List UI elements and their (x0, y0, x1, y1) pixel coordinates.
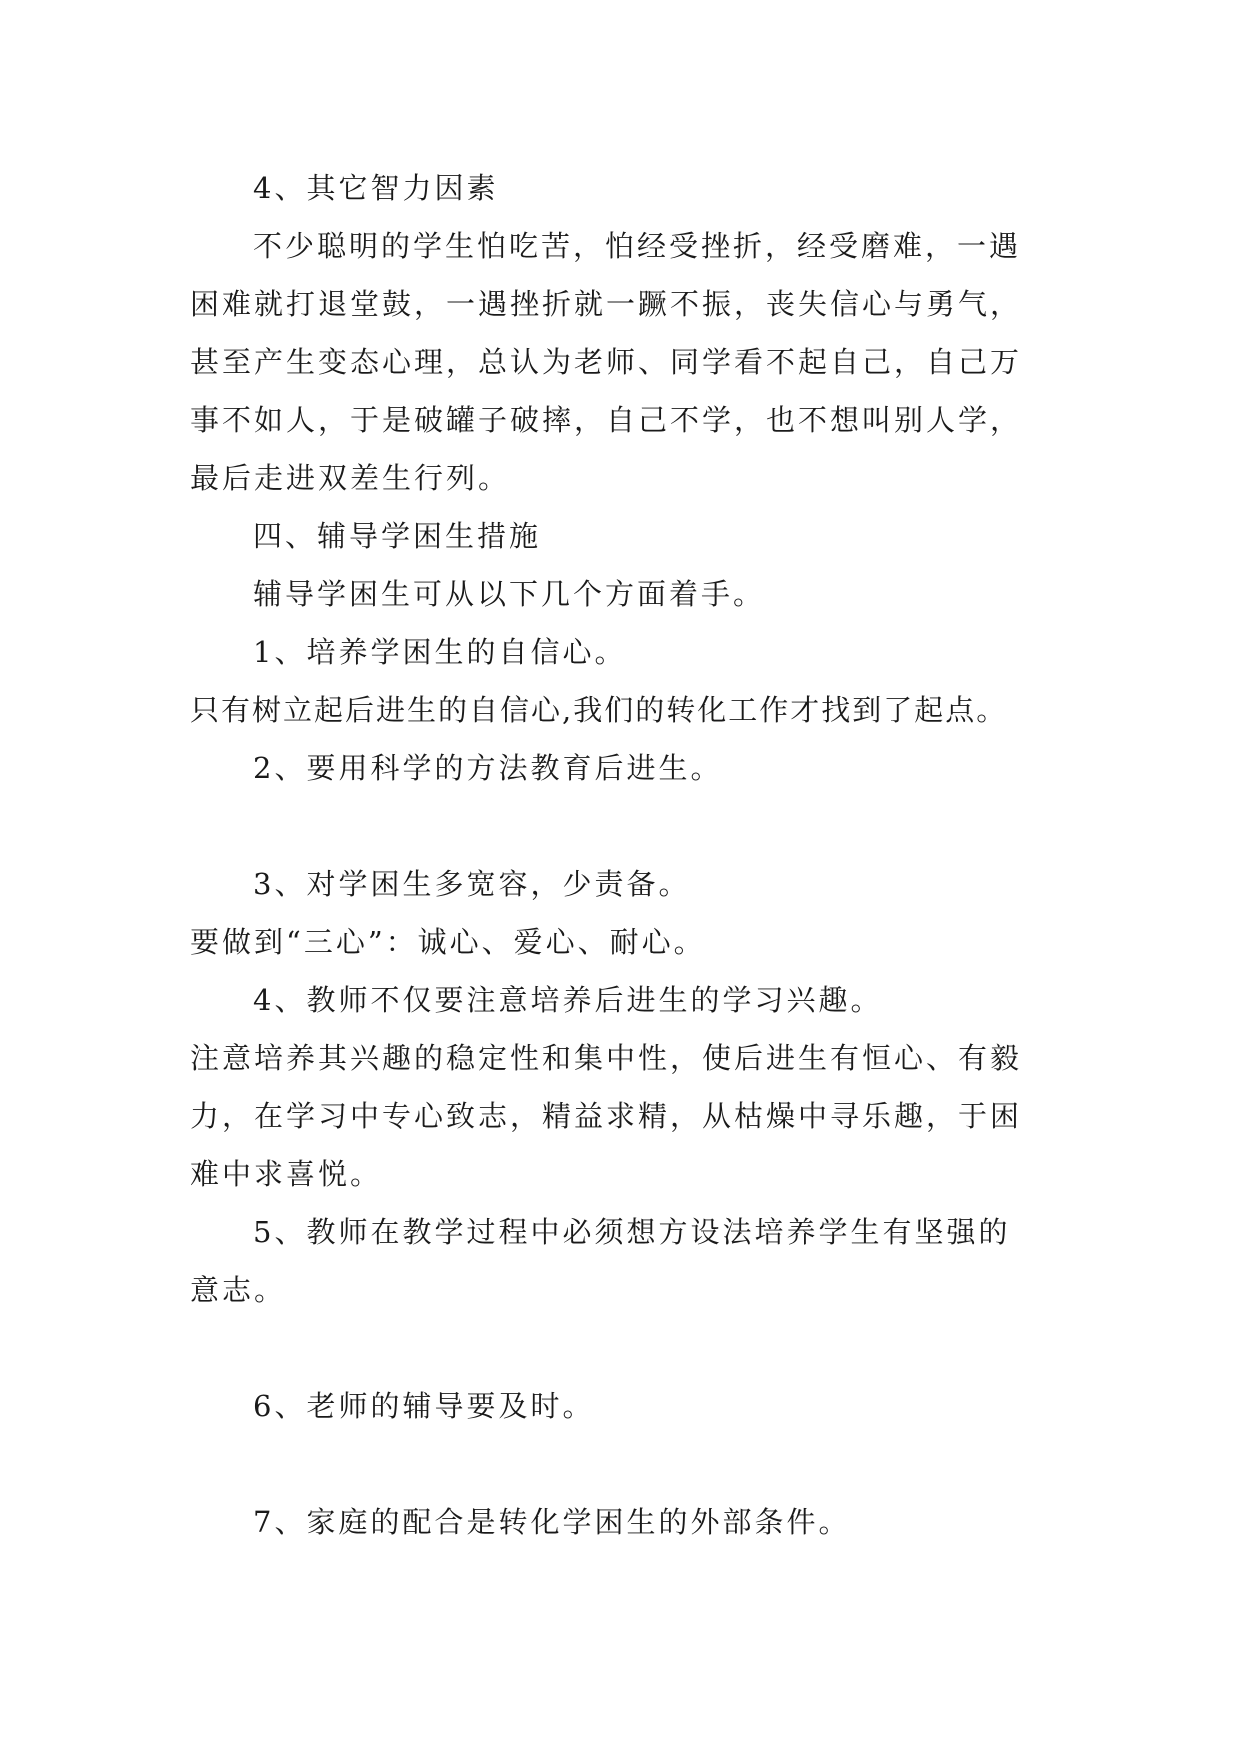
paragraph-line: 困难就打退堂鼓，一遇挫折就一蹶不振，丧失信心与勇气， (190, 287, 1023, 321)
heading-other-factors: 4、其它智力因素 (253, 171, 499, 205)
paragraph-line: 难中求喜悦。 (190, 1157, 383, 1191)
paragraph-line: 甚至产生变态心理，总认为老师、同学看不起自己，自己万 (190, 345, 1023, 379)
paragraph-line: 不少聪明的学生怕吃苦，怕经受挫折，经受磨难，一遇 (253, 229, 1022, 263)
paragraph-line: 力，在学习中专心致志，精益求精，从枯燥中寻乐趣，于困 (190, 1099, 1023, 1133)
list-item-3: 3、对学困生多宽容，少责备。 (253, 867, 691, 901)
section-heading-measures: 四、辅导学困生措施 (253, 519, 542, 553)
paragraph-line: 辅导学困生可从以下几个方面着手。 (253, 577, 766, 611)
list-item-7: 7、家庭的配合是转化学困生的外部条件。 (253, 1505, 851, 1539)
paragraph-line: 意志。 (190, 1273, 287, 1307)
list-item-1: 1、培养学困生的自信心。 (253, 635, 627, 669)
paragraph-line: 最后走进双差生行列。 (190, 461, 511, 495)
paragraph-line: 只有树立起后进生的自信心,我们的转化工作才找到了起点。 (190, 693, 1008, 727)
list-item-6: 6、老师的辅导要及时。 (253, 1389, 595, 1423)
paragraph-line: 要做到“三心”：诚心、爱心、耐心。 (190, 925, 706, 959)
list-item-2: 2、要用科学的方法教育后进生。 (253, 751, 723, 785)
list-item-5: 5、教师在教学过程中必须想方设法培养学生有坚强的 (253, 1215, 1011, 1249)
paragraph-line: 注意培养其兴趣的稳定性和集中性，使后进生有恒心、有毅 (190, 1041, 1023, 1075)
list-item-4: 4、教师不仅要注意培养后进生的学习兴趣。 (253, 983, 883, 1017)
paragraph-line: 事不如人，于是破罐子破摔，自己不学，也不想叫别人学， (190, 403, 1023, 437)
